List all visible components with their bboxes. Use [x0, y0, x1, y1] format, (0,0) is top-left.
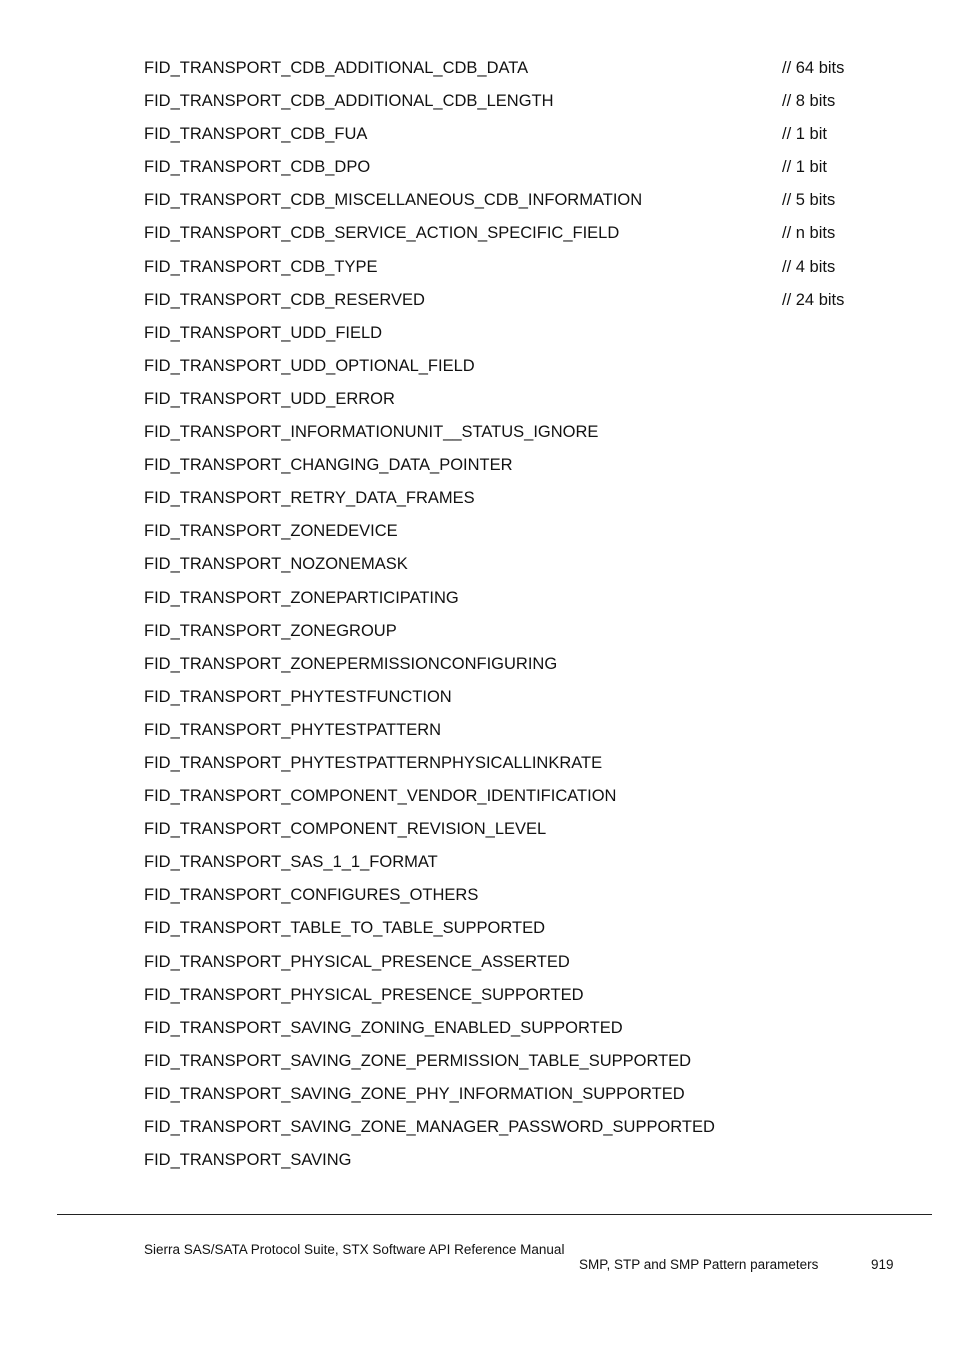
field-id-name: FID_TRANSPORT_COMPONENT_VENDOR_IDENTIFICATION [144, 787, 617, 806]
field-id-entry [144, 946, 884, 979]
field-id-name: FID_TRANSPORT_ZONEPERMISSIONCONFIGURING [144, 654, 558, 673]
field-id-entry [144, 714, 884, 747]
field-id-name: FID_TRANSPORT_SAVING [144, 1151, 352, 1170]
field-id-entry [144, 317, 884, 350]
field-id-entry [144, 350, 884, 383]
field-id-entry [144, 284, 884, 317]
field-id-entry [144, 615, 884, 648]
field-id-name: FID_TRANSPORT_CDB_RESERVED [144, 290, 425, 309]
field-id-name: FID_TRANSPORT_CDB_ADDITIONAL_CDB_DATA [144, 59, 529, 77]
footer-section-title: SMP, STP and SMP Pattern parameters [579, 1257, 819, 1272]
field-id-name: FID_TRANSPORT_SAVING_ZONE_MANAGER_PASSWORD_SUPPORTED [144, 1118, 715, 1136]
field-id-name: FID_TRANSPORT_INFORMATIONUNIT__STATUS_IGNORE [144, 423, 599, 442]
field-id-entry [144, 548, 884, 581]
field-id-name: FID_TRANSPORT_PHYTESTPATTERNPHYSICALLINKRATE [144, 753, 603, 772]
field-id-name: FID_TRANSPORT_ZONEGROUP [144, 621, 397, 640]
field-bit-width-comment: // 64 bits [782, 59, 845, 77]
field-bit-width-comment: // n bits [782, 224, 836, 243]
field-id-name: FID_TRANSPORT_PHYSICAL_PRESENCE_ASSERTED [144, 952, 570, 971]
footer-divider [57, 1214, 932, 1215]
field-id-name: FID_TRANSPORT_SAS_1_1_FORMAT [144, 853, 438, 872]
field-id-entry [144, 151, 884, 184]
field-id-name: FID_TRANSPORT_CDB_FUA [144, 125, 368, 144]
field-id-entry [144, 118, 884, 151]
field-id-name: FID_TRANSPORT_CDB_DPO [144, 158, 371, 177]
field-id-name: FID_TRANSPORT_UDD_FIELD [144, 323, 383, 342]
field-id-entry [144, 813, 884, 846]
field-bit-width-comment: // 5 bits [782, 191, 836, 210]
field-id-name: FID_TRANSPORT_ZONEDEVICE [144, 522, 398, 541]
field-id-name: FID_TRANSPORT_CONFIGURES_OTHERS [144, 886, 479, 905]
field-id-name: FID_TRANSPORT_CHANGING_DATA_POINTER [144, 456, 513, 475]
field-id-name: FID_TRANSPORT_ZONEPARTICIPATING [144, 588, 459, 607]
field-bit-width-comment: // 24 bits [782, 290, 845, 309]
field-id-entry [144, 846, 884, 879]
footer-manual-title: Sierra SAS/SATA Protocol Suite, STX Software API Reference Manual [144, 1242, 565, 1257]
field-id-entry [144, 482, 884, 515]
field-id-name: FID_TRANSPORT_CDB_ADDITIONAL_CDB_LENGTH [144, 92, 554, 111]
field-id-name: FID_TRANSPORT_CDB_MISCELLANEOUS_CDB_INFORMATION [144, 191, 643, 210]
field-id-name: FID_TRANSPORT_CDB_SERVICE_ACTION_SPECIFIC_FIELD [144, 224, 620, 243]
field-bit-width-comment: // 1 bit [782, 158, 827, 177]
field-id-entry [144, 251, 884, 284]
field-id-entry [144, 383, 884, 416]
field-id-entry [144, 879, 884, 912]
field-id-entry [144, 449, 884, 482]
field-id-entry [144, 1078, 884, 1111]
field-id-name: FID_TRANSPORT_PHYSICAL_PRESENCE_SUPPORTED [144, 985, 584, 1004]
field-id-entry [144, 780, 884, 813]
field-id-name: FID_TRANSPORT_PHYTESTFUNCTION [144, 687, 452, 706]
field-id-entry [144, 217, 884, 250]
field-id-entry [144, 582, 884, 615]
field-id-entry [144, 747, 884, 780]
field-id-name: FID_TRANSPORT_UDD_OPTIONAL_FIELD [144, 356, 475, 375]
field-id-name: FID_TRANSPORT_SAVING_ZONE_PHY_INFORMATION_SUPPORTED [144, 1084, 685, 1103]
field-id-entry [144, 1111, 884, 1144]
field-id-entry [144, 85, 884, 118]
field-id-name: FID_TRANSPORT_CDB_TYPE [144, 257, 378, 276]
field-id-entry [144, 1045, 884, 1078]
field-id-entry [144, 515, 884, 548]
field-id-entry [144, 416, 884, 449]
field-id-entry [144, 1012, 884, 1045]
field-id-name: FID_TRANSPORT_COMPONENT_REVISION_LEVEL [144, 820, 547, 839]
field-id-name: FID_TRANSPORT_SAVING_ZONING_ENABLED_SUPPORTED [144, 1018, 623, 1037]
field-id-entry [144, 979, 884, 1012]
field-id-name: FID_TRANSPORT_UDD_ERROR [144, 389, 395, 408]
field-id-entry [144, 1144, 884, 1177]
footer-page-number: 919 [871, 1257, 894, 1272]
field-id-entry [144, 648, 884, 681]
field-id-entry [144, 184, 884, 217]
field-id-name: FID_TRANSPORT_NOZONEMASK [144, 555, 408, 574]
field-bit-width-comment: // 1 bit [782, 125, 827, 144]
field-bit-width-comment: // 4 bits [782, 257, 836, 276]
field-id-name: FID_TRANSPORT_SAVING_ZONE_PERMISSION_TABLE_SUPPORTED [144, 1051, 692, 1070]
field-id-list [144, 52, 884, 1177]
field-id-name: FID_TRANSPORT_PHYTESTPATTERN [144, 720, 442, 739]
field-id-entry [144, 912, 884, 945]
field-bit-width-comment: // 8 bits [782, 92, 836, 111]
field-id-entry [144, 681, 884, 714]
field-id-name: FID_TRANSPORT_RETRY_DATA_FRAMES [144, 489, 475, 508]
field-id-entry [144, 52, 884, 85]
field-id-name: FID_TRANSPORT_TABLE_TO_TABLE_SUPPORTED [144, 919, 546, 938]
